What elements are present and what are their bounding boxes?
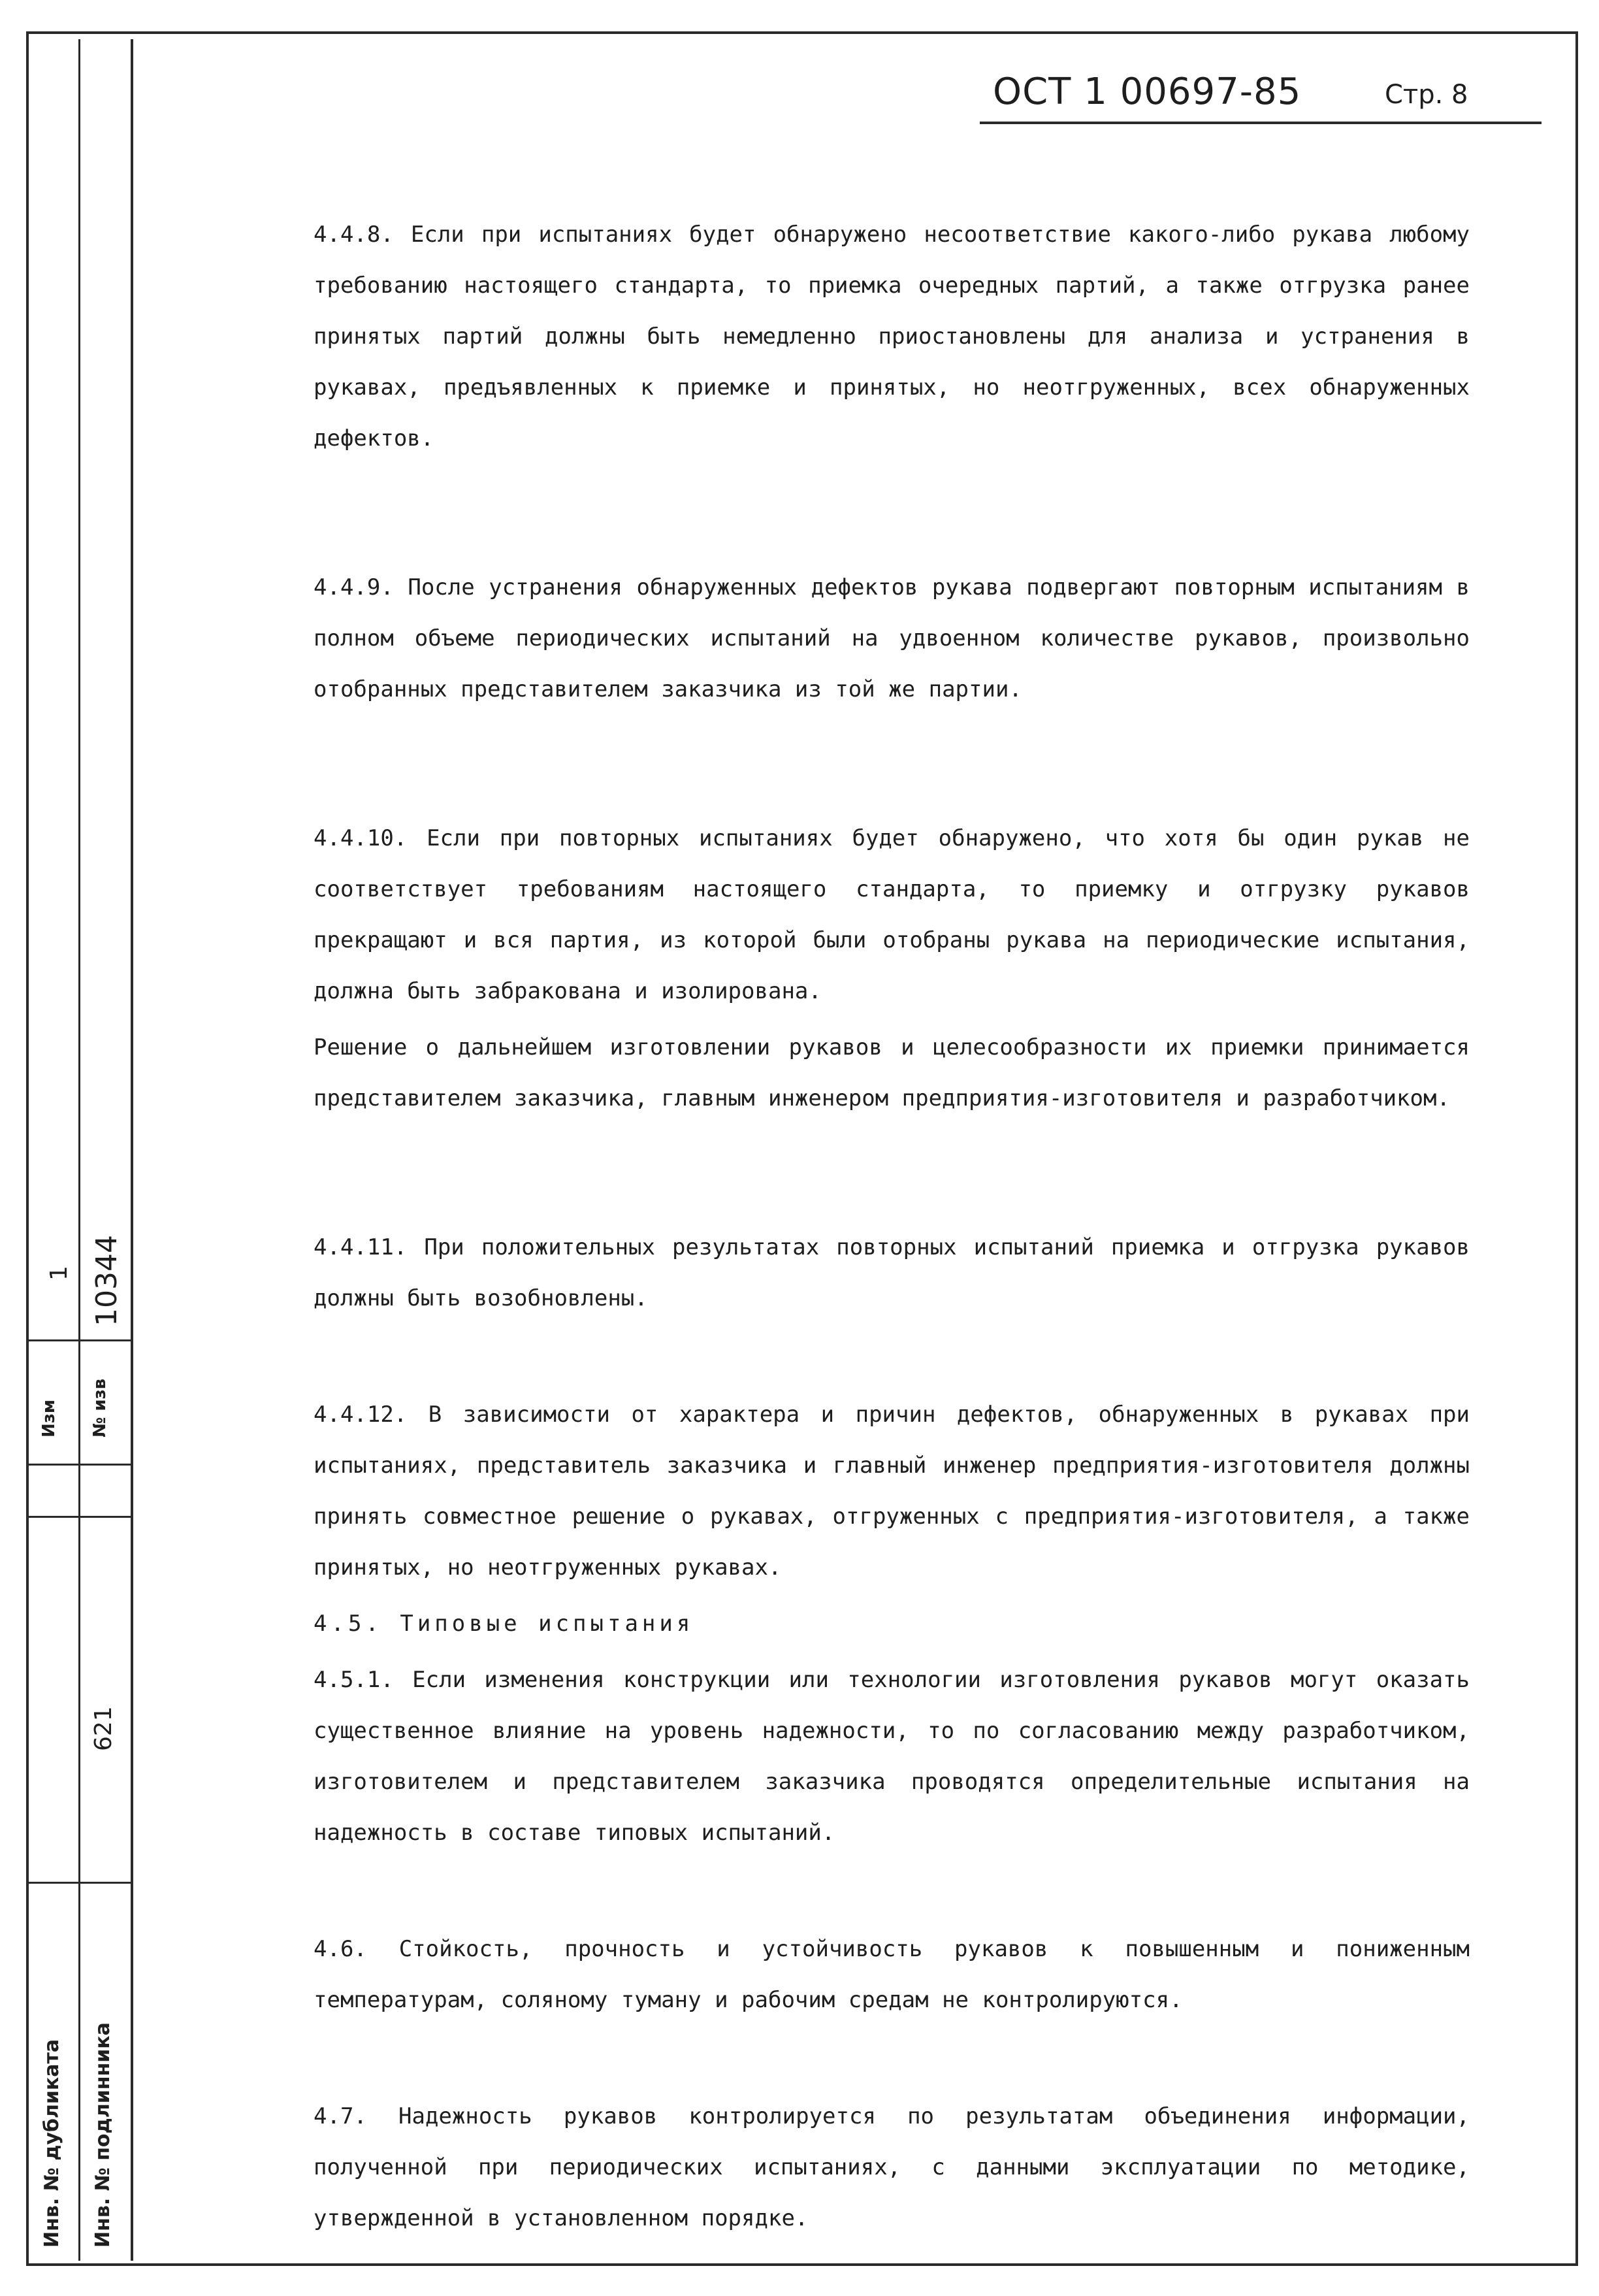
paragraph-4-4-8: 4.4.8. Если при испытаниях будет обнаружено несоответствие какого-либо рукава любому требованию настоящего стандарта, то приемка очередных партий, а также отгрузка ранее принятых партий должны быть немедленно приостановлены для анализа и устранения в рукавах, предъявленных к приемке и принятых, но неотгруженных, всех обнаруженных дефектов.	[314, 221, 1470, 451]
stamp-doc-no-label: № изв	[90, 1378, 110, 1437]
paragraph-decision: Решение о дальнейшем изготовлении рукавов и целесообразности их приемки принимается представителем заказчика, главным инженером предприятия-изготовителя и разработчиком.	[314, 1034, 1470, 1111]
document-body	[314, 209, 1470, 2244]
stamp-original-value: 621	[90, 1706, 117, 1751]
stamp-change-value: 1	[46, 1266, 73, 1281]
section-heading-4-5: 4.5. Типовые испытания	[314, 1611, 694, 1637]
stamp-change-label: Изм	[39, 1399, 59, 1437]
stamp-row-divider	[26, 1464, 131, 1466]
page-number: Стр. 8	[1385, 80, 1468, 110]
paragraph-4-4-10: 4.4.10. Если при повторных испытаниях будет обнаружено, что хотя бы один рукав не соответствует требованиям настоящего стандарта, то приемку и отгрузку рукавов прекращают и вся партия, из которой были отобраны рукава на периодические испытания, должна быть забракована и изолирована.	[314, 825, 1470, 1004]
paragraph-4-4-11: 4.4.11. При положительных результатах повторных испытаний приемка и отгрузка рукавов должны быть возобновлены.	[314, 1234, 1470, 1311]
stamp-original-label: Инв. № подлинника	[91, 2022, 114, 2248]
document-header	[980, 65, 1542, 124]
margin-line	[131, 39, 133, 2261]
stamp-column-divider	[78, 39, 80, 2261]
stamp-row-divider	[26, 1339, 131, 1341]
stamp-duplicate-label: Инв. № дубликата	[40, 2039, 63, 2248]
stamp-row-divider	[26, 1516, 131, 1518]
stamp-row-divider	[26, 1882, 131, 1884]
paragraph-4-5-1: 4.5.1. Если изменения конструкции или технологии изготовления рукавов могут оказать существенное влияние на уровень надежности, то по согласованию между разработчиком, изготовителем и представителем заказчика проводятся определительные испытания на надежность в составе типовых испытаний.	[314, 1667, 1470, 1846]
paragraph-4-6: 4.6. Стойкость, прочность и устойчивость рукавов к повышенным и пониженным температурам, соляному туману и рабочим средам не контролируются.	[314, 1936, 1470, 2013]
paragraph-4-4-12: 4.4.12. В зависимости от характера и причин дефектов, обнаруженных в рукавах при испытаниях, представитель заказчика и главный инженер предприятия-изготовителя должны принять совместное решение о рукавах, отгруженных с предприятия-изготовителя, а также принятых, но неотгруженных рукавах.	[314, 1402, 1470, 1581]
standard-code: ОСТ 1 00697-85	[993, 71, 1302, 113]
stamp-doc-no-value: 10344	[90, 1235, 123, 1326]
header-underline	[980, 122, 1542, 124]
paragraph-4-7: 4.7. Надежность рукавов контролируется по результатам объединения информации, полученной при периодических испытаниях, с данными эксплуатации по методике, утвержденной в установленном порядке.	[314, 2103, 1470, 2231]
paragraph-4-4-9: 4.4.9. После устранения обнаруженных дефектов рукава подвергают повторным испытаниям в полном объеме периодических испытаний на удвоенном количестве рукавов, произвольно отобранных представителем заказчика из той же партии.	[314, 574, 1470, 702]
